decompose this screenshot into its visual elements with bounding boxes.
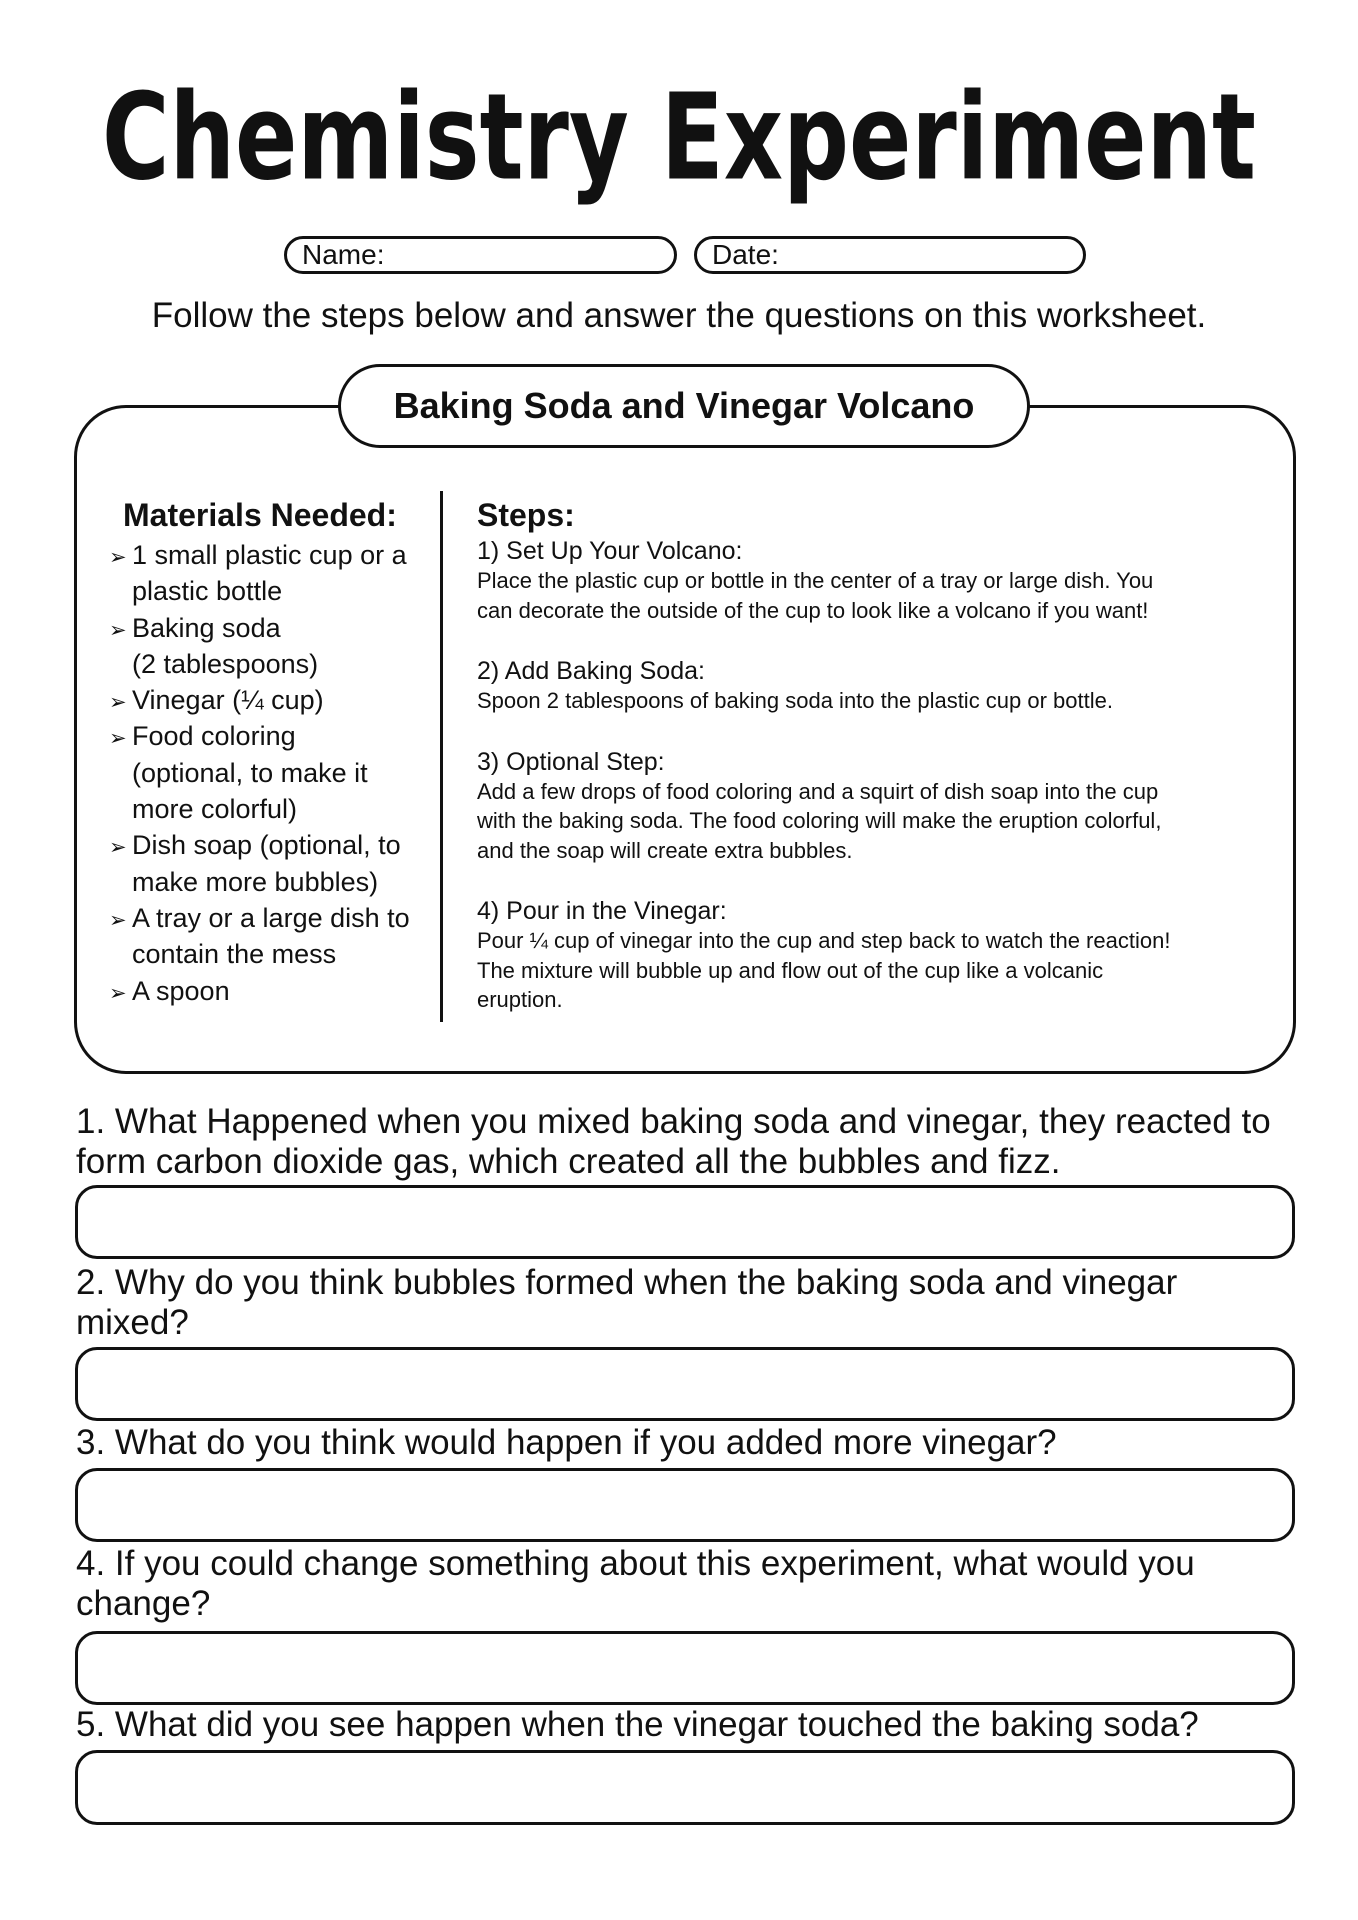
material-text: Baking soda bbox=[132, 612, 281, 643]
steps-heading: Steps: bbox=[477, 497, 575, 533]
material-text: (2 tablespoons) bbox=[132, 648, 319, 679]
date-input[interactable] bbox=[779, 239, 1069, 271]
step-text: Place the plastic cup or bottle in the center of a tray or large dish. You bbox=[477, 568, 1154, 593]
step-2 bbox=[477, 656, 1170, 716]
date-label: Date: bbox=[712, 239, 779, 270]
question-4 bbox=[76, 1544, 1195, 1624]
question-text: 1. What Happened when you mixed baking soda and vinegar, they reacted to bbox=[76, 1102, 1271, 1141]
step-text: can decorate the outside of the cup to look like a volcano if you want! bbox=[477, 597, 1149, 623]
question-text: 2. Why do you think bubbles formed when the baking soda and vinegar bbox=[76, 1263, 1178, 1302]
step-text: and the soap will create extra bubbles. bbox=[477, 837, 853, 863]
step-text: Spoon 2 tablespoons of baking soda into the plastic cup or bottle. bbox=[477, 688, 1113, 713]
question-2 bbox=[76, 1263, 1177, 1343]
worksheet-title: Chemistry Experiment bbox=[102, 67, 1256, 207]
column-divider bbox=[440, 491, 443, 1022]
step-1 bbox=[477, 536, 1170, 625]
instructions-text: Follow the steps below and answer the questions on this worksheet. bbox=[151, 296, 1207, 335]
material-item bbox=[109, 973, 410, 1009]
answer-box-1[interactable] bbox=[75, 1185, 1295, 1259]
question-text: 4. If you could change something about this experiment, what would you bbox=[76, 1544, 1195, 1583]
material-text: A tray or a large dish to bbox=[132, 902, 410, 933]
arrow-bullet-icon: ➢ bbox=[109, 617, 127, 642]
material-item bbox=[109, 827, 410, 900]
step-4 bbox=[477, 896, 1170, 1015]
materials-heading: Materials Needed: bbox=[123, 497, 397, 533]
arrow-bullet-icon: ➢ bbox=[109, 726, 127, 751]
question-text: 5. What did you see happen when the vinegar touched the baking soda? bbox=[76, 1705, 1199, 1744]
question-text: change? bbox=[76, 1584, 211, 1623]
arrow-bullet-icon: ➢ bbox=[109, 907, 127, 932]
date-field[interactable] bbox=[694, 236, 1086, 274]
answer-box-5[interactable] bbox=[75, 1750, 1295, 1825]
arrow-bullet-icon: ➢ bbox=[109, 545, 127, 569]
material-text: Vinegar (¼ cup) bbox=[132, 685, 324, 716]
answer-box-4[interactable] bbox=[75, 1631, 1295, 1705]
material-text: (optional, to make it bbox=[132, 757, 368, 788]
material-text: plastic bottle bbox=[132, 576, 283, 607]
answer-box-3[interactable] bbox=[75, 1468, 1295, 1542]
material-item bbox=[109, 718, 410, 827]
name-input[interactable] bbox=[384, 239, 660, 271]
materials-list bbox=[109, 537, 410, 1009]
step-text: eruption. bbox=[477, 987, 563, 1012]
step-text: Add a few drops of food coloring and a squirt of dish soap into the cup bbox=[477, 778, 1159, 804]
material-text: Dish soap (optional, to bbox=[132, 830, 401, 861]
material-item bbox=[109, 610, 410, 683]
answer-box-2[interactable] bbox=[75, 1347, 1295, 1421]
material-text: more colorful) bbox=[132, 794, 298, 825]
step-text: with the baking soda. The food coloring will make the eruption colorful, bbox=[477, 808, 1162, 833]
question-text: mixed? bbox=[76, 1303, 189, 1342]
question-text: 3. What do you think would happen if you added more vinegar? bbox=[76, 1423, 1057, 1462]
question-3 bbox=[76, 1423, 1057, 1463]
step-title: 3) Optional Step: bbox=[477, 747, 665, 776]
question-5 bbox=[76, 1705, 1199, 1745]
name-label: Name: bbox=[302, 239, 385, 270]
arrow-bullet-icon: ➢ bbox=[109, 835, 127, 860]
material-text: contain the mess bbox=[132, 939, 337, 970]
steps-column bbox=[477, 497, 1170, 1015]
material-text: make more bubbles) bbox=[132, 866, 379, 897]
material-item bbox=[109, 682, 410, 718]
name-field[interactable] bbox=[284, 236, 677, 274]
arrow-bullet-icon: ➢ bbox=[109, 690, 127, 715]
step-title: 2) Add Baking Soda: bbox=[477, 657, 705, 685]
material-text: Food coloring bbox=[132, 721, 296, 752]
step-3 bbox=[477, 747, 1170, 866]
material-item bbox=[109, 900, 410, 973]
step-title: 1) Set Up Your Volcano: bbox=[477, 537, 743, 565]
material-item bbox=[109, 537, 410, 610]
step-title: 4) Pour in the Vinegar: bbox=[477, 897, 727, 925]
question-text: form carbon dioxide gas, which created all the bubbles and fizz. bbox=[76, 1142, 1061, 1181]
step-text: The mixture will bubble up and flow out of the cup like a volcanic bbox=[477, 957, 1104, 983]
experiment-title: Baking Soda and Vinegar Volcano bbox=[338, 364, 1030, 448]
step-text: Pour ¼ cup of vinegar into the cup and step back to watch the reaction! bbox=[477, 928, 1171, 953]
question-1 bbox=[76, 1102, 1271, 1182]
arrow-bullet-icon: ➢ bbox=[109, 980, 127, 1005]
material-text: A spoon bbox=[132, 975, 230, 1006]
material-text: 1 small plastic cup or a bbox=[132, 540, 407, 570]
